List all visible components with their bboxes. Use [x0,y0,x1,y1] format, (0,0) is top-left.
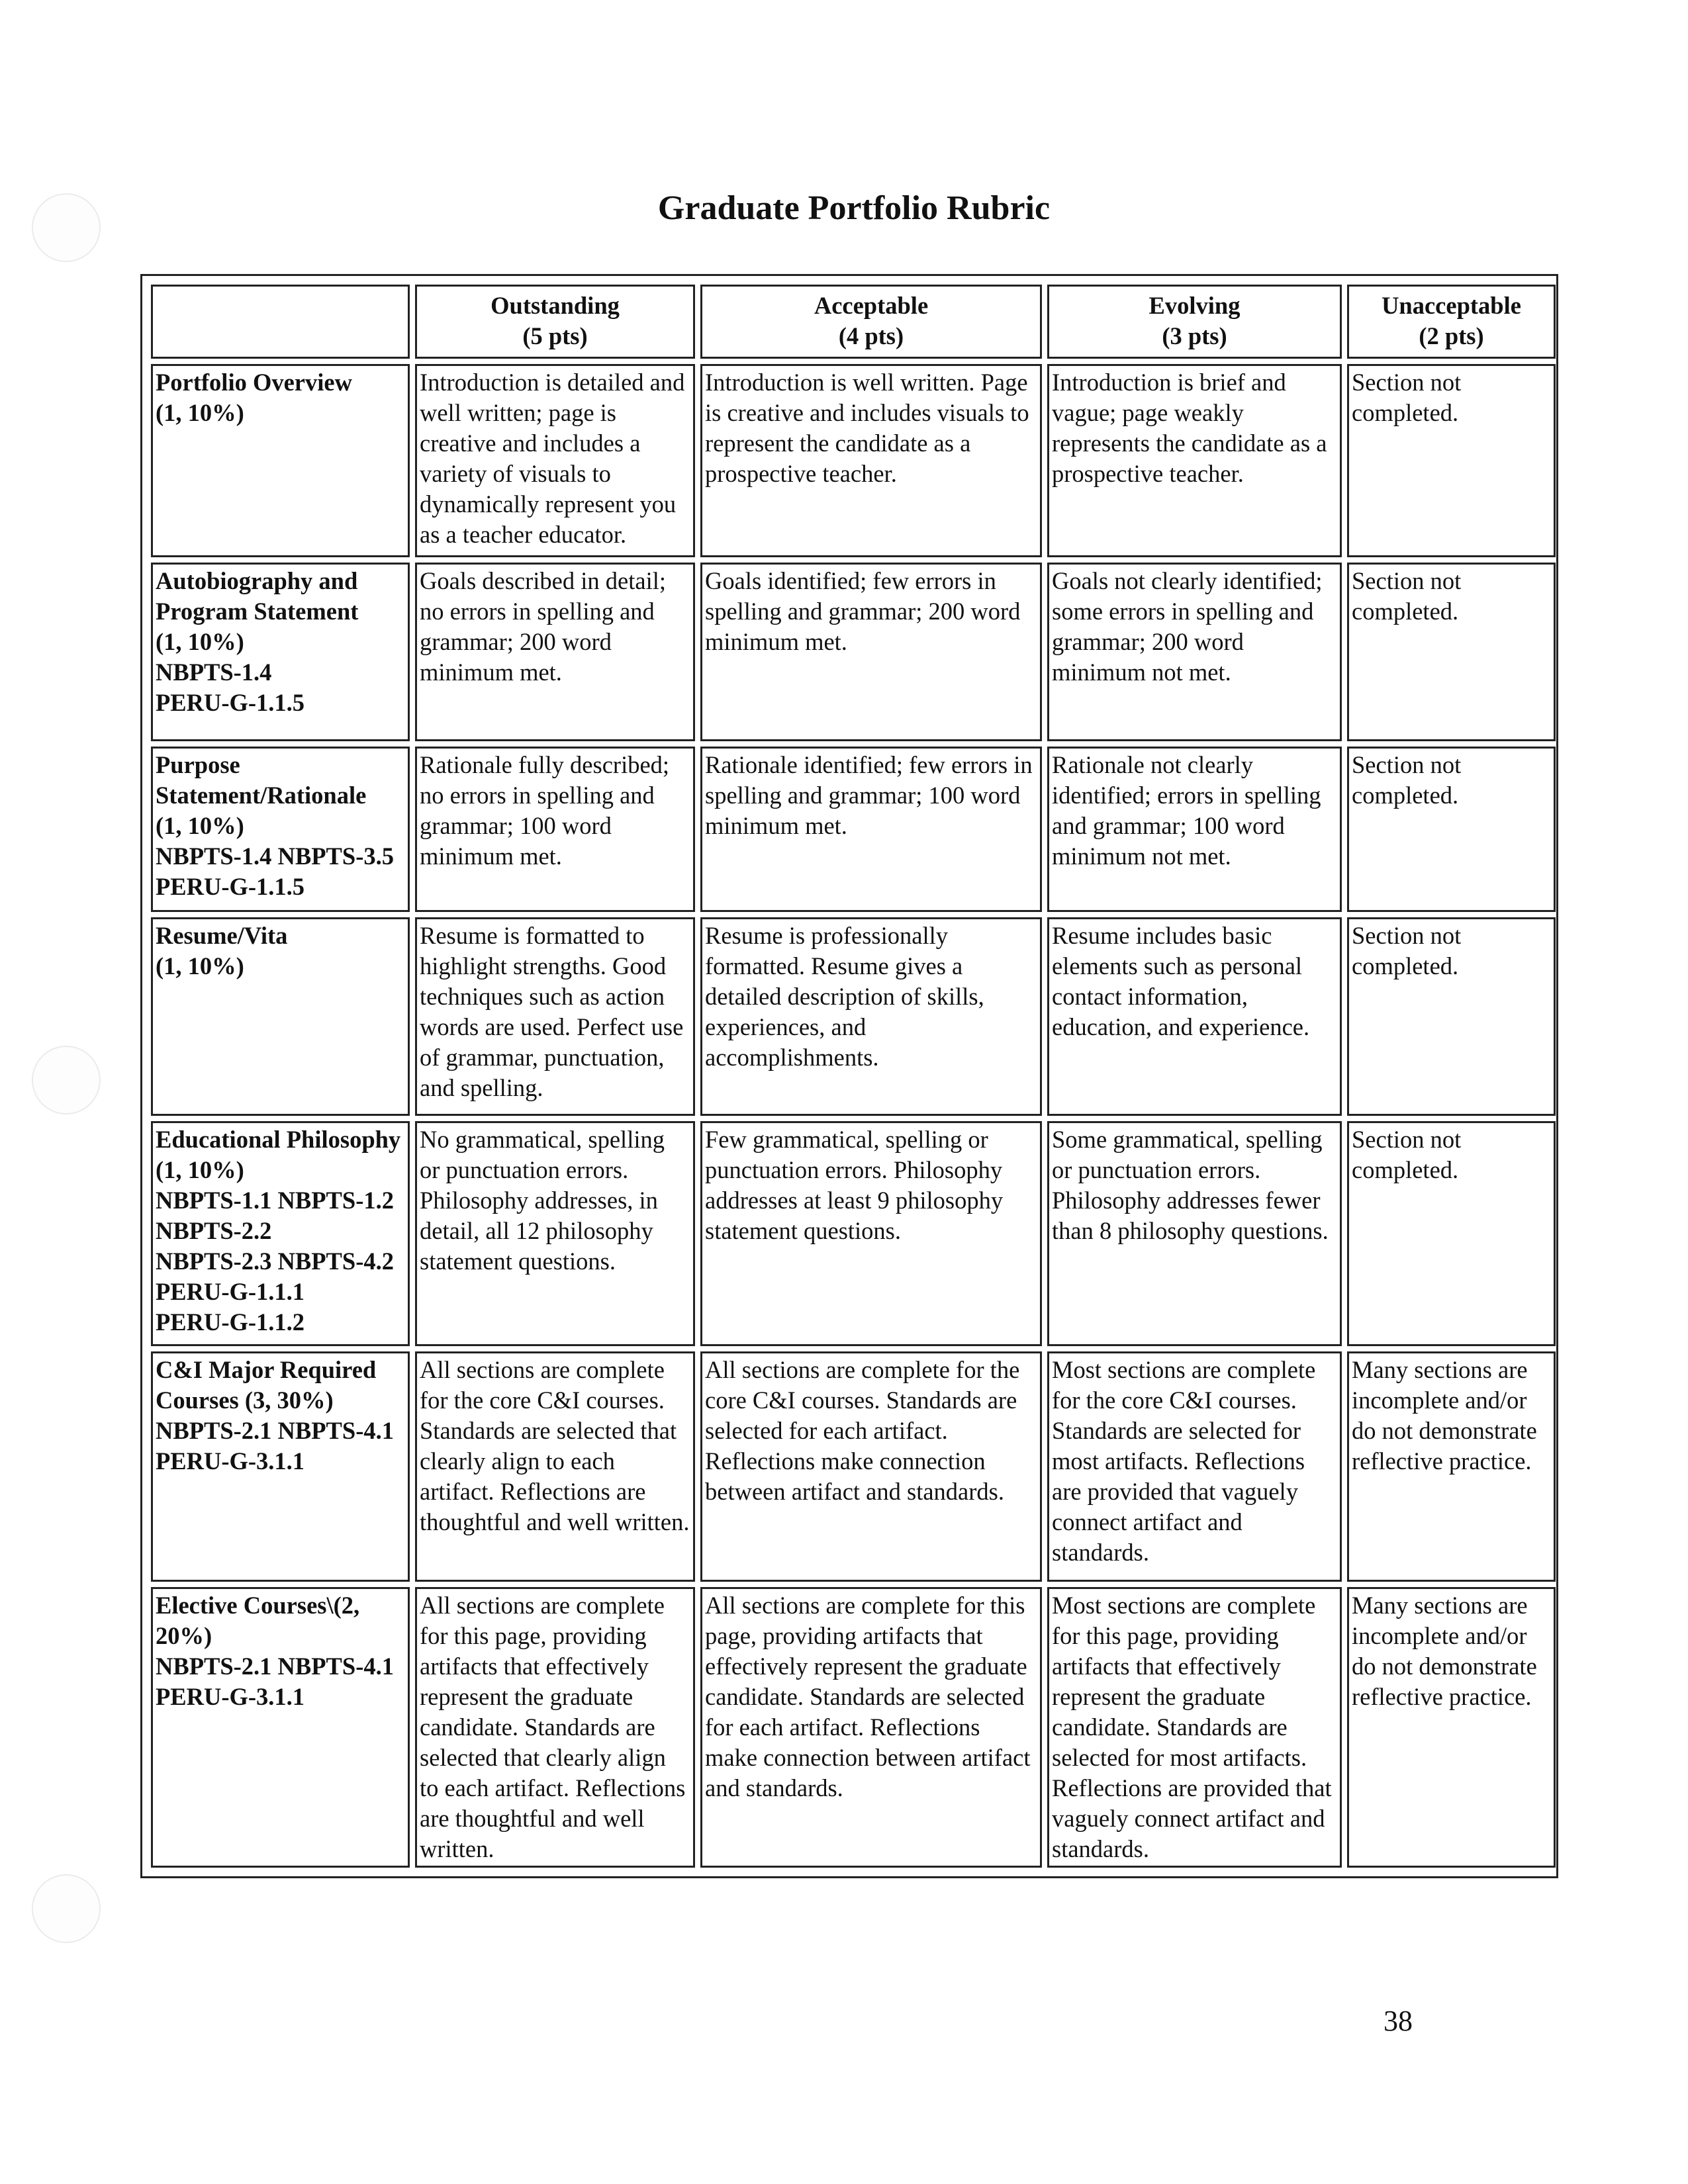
binder-hole [32,1874,101,1943]
table-row [151,917,1556,1116]
descriptor-cell: Many sections are incomplete and/or do not demonstrate reflective practice. [1347,1587,1556,1868]
level-header-outstanding: Outstanding (5 pts) [415,285,695,359]
criterion-cell: Purpose Statement/Rationale (1, 10%) NBPTS-1.4 NBPTS-3.5 PERU-G-1.1.5 [151,747,410,912]
rubric-table [146,279,1561,1873]
descriptor-cell: Many sections are incomplete and/or do not demonstrate reflective practice. [1347,1351,1556,1582]
descriptor-cell: Section not completed. [1347,747,1556,912]
descriptor-cell: Some grammatical, spelling or punctuation errors. Philosophy addresses fewer than 8 philosophy questions. [1047,1121,1342,1346]
descriptor-cell: Resume includes basic elements such as personal contact information, education, and experience. [1047,917,1342,1116]
descriptor-cell: Most sections are complete for this page, providing artifacts that effectively represent the graduate candidate. Standards are selected for most artifacts. Reflections are provided that vaguely connect artifact and standards. [1047,1587,1342,1868]
descriptor-cell: Introduction is detailed and well written; page is creative and includes a variety of visuals to dynamically represent you as a teacher educator. [415,364,695,557]
descriptor-cell: Goals identified; few errors in spelling and grammar; 200 word minimum met. [700,563,1042,741]
descriptor-cell: Section not completed. [1347,563,1556,741]
criterion-cell: Autobiography and Program Statement (1, 10%) NBPTS-1.4 PERU-G-1.1.5 [151,563,410,741]
binder-hole [32,1046,101,1115]
descriptor-cell: Resume is professionally formatted. Resume gives a detailed description of skills, experiences, and accomplishments. [700,917,1042,1116]
page-number: 38 [1383,2005,1413,2037]
criterion-cell: Educational Philosophy (1, 10%) NBPTS-1.1 NBPTS-1.2 NBPTS-2.2 NBPTS-2.3 NBPTS-4.2 PERU-G-1.1.1 PERU-G-1.1.2 [151,1121,410,1346]
table-row [151,1121,1556,1346]
level-header-acceptable: Acceptable (4 pts) [700,285,1042,359]
descriptor-cell: Rationale fully described; no errors in spelling and grammar; 100 word minimum met. [415,747,695,912]
descriptor-cell: Rationale identified; few errors in spelling and grammar; 100 word minimum met. [700,747,1042,912]
descriptor-cell: All sections are complete for the core C&I courses. Standards are selected that clearly align to each artifact. Reflections are thoughtful and well written. [415,1351,695,1582]
descriptor-cell: Goals not clearly identified; some errors in spelling and grammar; 200 word minimum not met. [1047,563,1342,741]
header-row [151,285,1556,359]
descriptor-cell: Section not completed. [1347,364,1556,557]
table-row [151,1351,1556,1582]
descriptor-cell: Few grammatical, spelling or punctuation errors. Philosophy addresses at least 9 philosophy statement questions. [700,1121,1042,1346]
table-row [151,747,1556,912]
descriptor-cell: All sections are complete for this page, providing artifacts that effectively represent the graduate candidate. Standards are selected that clearly align to each artifact. Reflections are thoughtful and well written. [415,1587,695,1868]
criterion-cell: Portfolio Overview (1, 10%) [151,364,410,557]
descriptor-cell: Rationale not clearly identified; errors in spelling and grammar; 100 word minimum not met. [1047,747,1342,912]
criterion-cell: Elective Courses\(2, 20%) NBPTS-2.1 NBPTS-4.1 PERU-G-3.1.1 [151,1587,410,1868]
level-header-unacceptable: Unacceptable (2 pts) [1347,285,1556,359]
table-row [151,563,1556,741]
descriptor-cell: Most sections are complete for the core C&I courses. Standards are selected for most artifacts. Reflections are provided that vaguely connect artifact and standards. [1047,1351,1342,1582]
descriptor-cell: Goals described in detail; no errors in spelling and grammar; 200 word minimum met. [415,563,695,741]
level-header-evolving: Evolving (3 pts) [1047,285,1342,359]
descriptor-cell: All sections are complete for the core C&I courses. Standards are selected for each artifact. Reflections make connection between artifact and standards. [700,1351,1042,1582]
descriptor-cell: All sections are complete for this page, providing artifacts that effectively represent the graduate candidate. Standards are selected for each artifact. Reflections make connection between artifact and standards. [700,1587,1042,1868]
descriptor-cell: Section not completed. [1347,1121,1556,1346]
criterion-cell: C&I Major Required Courses (3, 30%) NBPTS-2.1 NBPTS-4.1 PERU-G-3.1.1 [151,1351,410,1582]
page-title: Graduate Portfolio Rubric [657,189,1051,227]
descriptor-cell: Resume is formatted to highlight strengths. Good techniques such as action words are used. Perfect use of grammar, punctuation, and spelling. [415,917,695,1116]
descriptor-cell: Introduction is well written. Page is creative and includes visuals to represent the candidate as a prospective teacher. [700,364,1042,557]
criterion-cell: Resume/Vita (1, 10%) [151,917,410,1116]
corner-cell [151,285,410,359]
table-row [151,1587,1556,1868]
descriptor-cell: Section not completed. [1347,917,1556,1116]
rubric-table-frame [140,274,1558,1878]
descriptor-cell: Introduction is brief and vague; page weakly represents the candidate as a prospective teacher. [1047,364,1342,557]
table-row [151,364,1556,557]
descriptor-cell: No grammatical, spelling or punctuation errors. Philosophy addresses, in detail, all 12 philosophy statement questions. [415,1121,695,1346]
